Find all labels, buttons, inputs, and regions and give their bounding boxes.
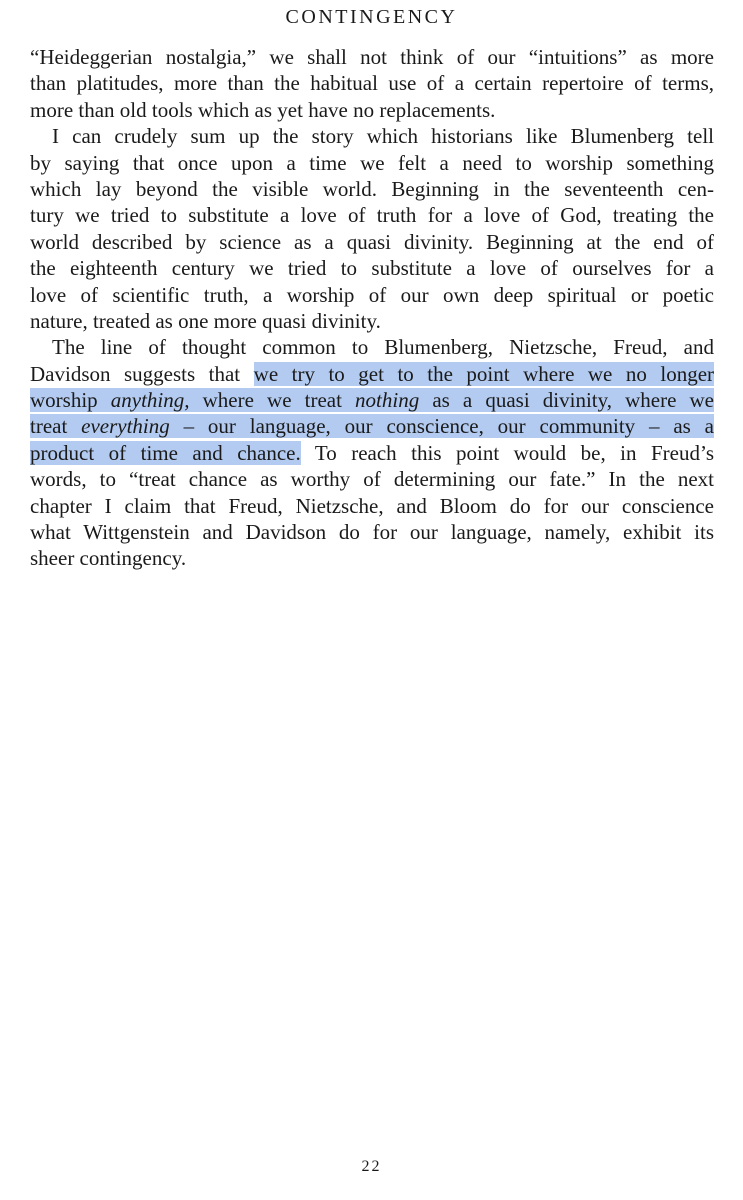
text-run: tury we tried to substitute a love of truth for a love of God, treating the (30, 203, 714, 228)
text-run: sheer contingency. (30, 546, 187, 571)
text-line (30, 123, 714, 149)
text-line (30, 44, 714, 70)
highlighted-text: anything, (110, 388, 190, 413)
text-run: world described by science as a quasi divinity. Beginning at the end of (30, 229, 714, 254)
page-number: 22 (361, 1158, 382, 1175)
text-line (30, 202, 714, 228)
text-line (30, 519, 714, 545)
text-line (30, 440, 714, 466)
text-run: “Heideggerian nostalgia,” we shall not think of our “intuitions” as more (30, 45, 714, 69)
text-line (30, 334, 714, 360)
text-run: more than old tools which as yet have no replacements. (30, 97, 496, 122)
highlighted-text: nothing (355, 388, 420, 413)
text-line (30, 255, 714, 281)
body-text (30, 44, 714, 572)
highlighted-text: we try to get to the point where we no longer (253, 361, 715, 386)
text-run: which lay beyond the visible world. Beginning in the seventeenth cen- (30, 176, 714, 201)
text-line (30, 466, 714, 492)
text-line (30, 361, 714, 387)
text-run: I can crudely sum up the story which historians like Blumenberg tell (52, 124, 714, 149)
text-run: than platitudes, more than the habitual use of a certain repertoire of terms, (30, 71, 714, 96)
text-run: love of scientific truth, a worship of our own deep spiritual or poetic (30, 282, 714, 307)
text-line (30, 97, 714, 123)
text-line (30, 176, 714, 202)
highlighted-text: – our language, our conscience, our community – as a (169, 414, 714, 439)
highlighted-text: as a quasi divinity, where we (419, 388, 715, 413)
running-head: CONTINGENCY (285, 6, 458, 28)
text-line (30, 413, 714, 439)
text-line (30, 387, 714, 413)
highlighted-text: worship (30, 388, 111, 413)
text-run: the eighteenth century we tried to substitute a love of ourselves for a (30, 256, 714, 281)
text-run: chapter I claim that Freud, Nietzsche, and Bloom do for our conscience (30, 493, 714, 518)
text-run: what Wittgenstein and Davidson do for our language, namely, exhibit its (30, 520, 714, 545)
text-run: Davidson suggests that (30, 361, 254, 386)
text-run: words, to “treat chance as worthy of determining our fate.” In the next (30, 467, 714, 492)
text-line (30, 545, 714, 571)
highlighted-text: product of time and chance. (30, 440, 301, 465)
highlighted-text: treat (30, 414, 82, 439)
text-line (30, 282, 714, 308)
text-line (30, 70, 714, 96)
text-run: The line of thought common to Blumenberg, Nietzsche, Freud, and (52, 335, 714, 360)
text-line (30, 150, 714, 176)
text-line (30, 308, 714, 334)
text-run: To reach this point would be, in Freud’s (300, 440, 714, 465)
text-line (30, 493, 714, 519)
text-run: nature, treated as one more quasi divinity. (30, 308, 381, 333)
highlighted-text: everything (81, 414, 170, 439)
highlighted-text: where we treat (189, 388, 356, 413)
text-run: by saying that once upon a time we felt a need to worship something (30, 150, 714, 175)
text-line (30, 229, 714, 255)
